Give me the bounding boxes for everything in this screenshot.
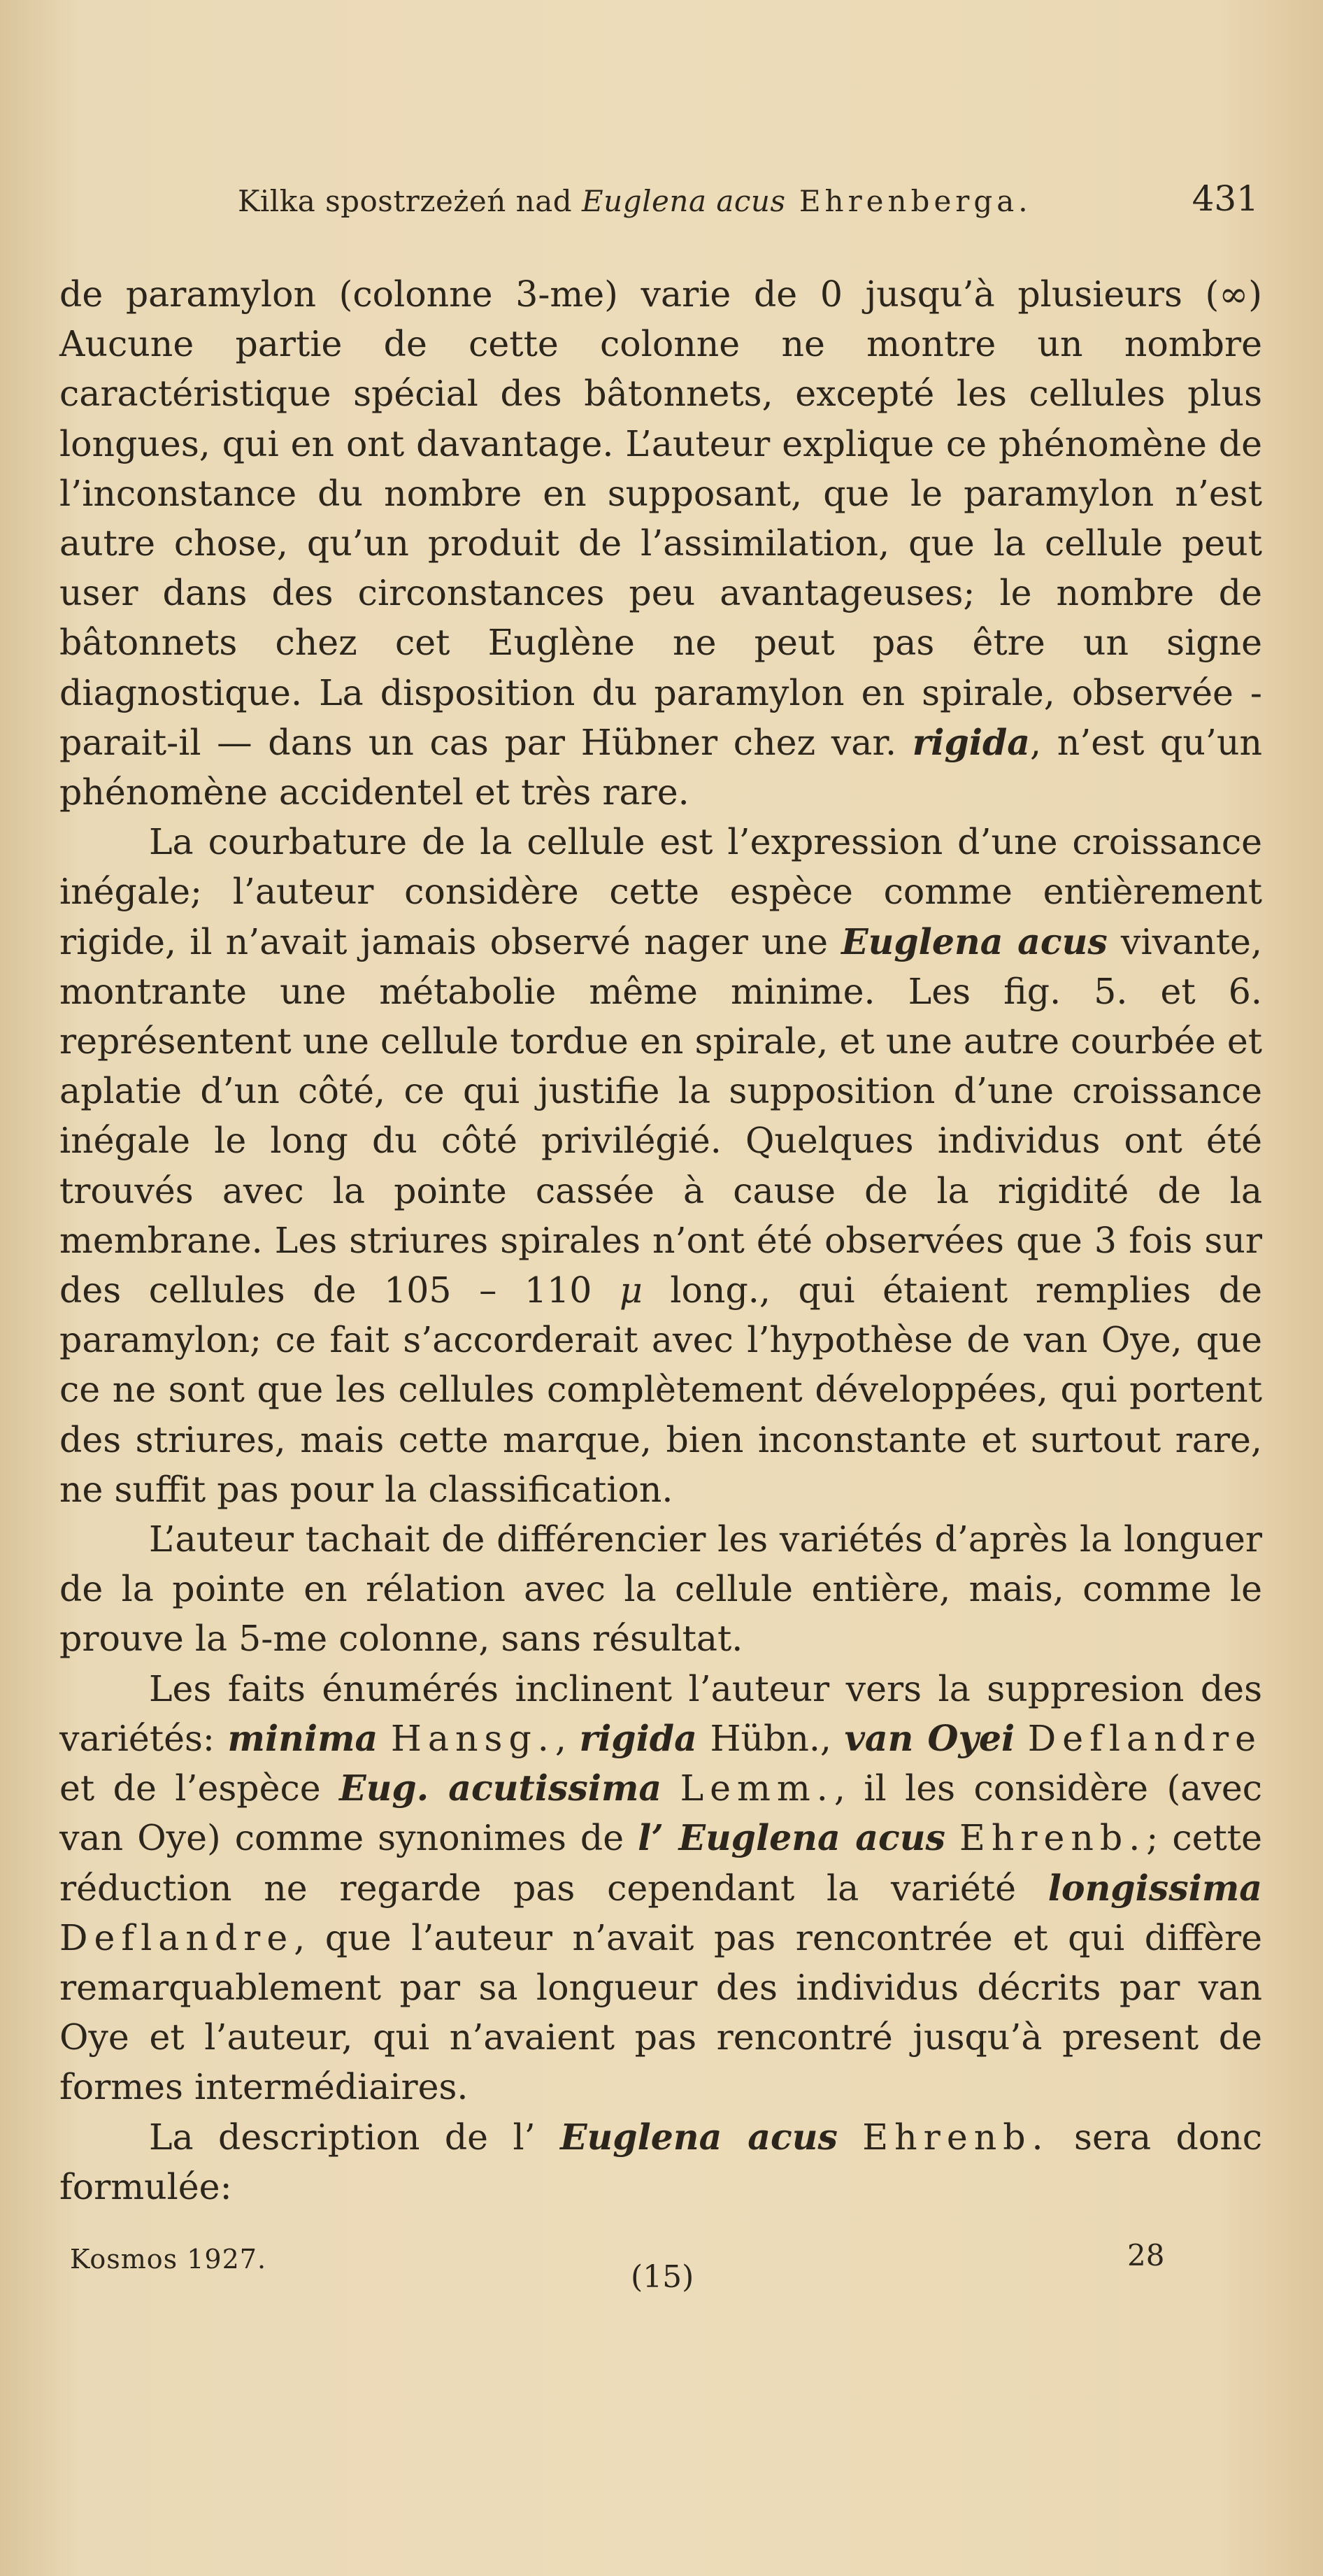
text-run: rigida [579,1717,697,1759]
text-run: Ehrenb. [862,2116,1050,2158]
running-head [238,178,1259,220]
text-run: , que l’auteur n’avait pas rencontrée et qui diffère remarquablement par sa longueur des individus décrits par van Oye et l’auteur, qui n’avaient pas rencontré jusqu’à present de formes intermédiaires. [59,1916,1262,2108]
text-run: , [555,1717,580,1759]
footer-sheet-number: (15) [631,2259,694,2295]
text-run: La courbature de la cellule est l’expression d’une croissance inégale; l’auteur considère cette espèce comme entièrement rigide, il n’avait jamais observé nager une [59,821,1262,962]
paragraph [59,2112,1262,2212]
text-run: longissima [1047,1867,1262,1909]
footer-signature: 28 [1127,2238,1165,2272]
text-run: et de l’espèce [59,1767,340,1809]
paragraph [59,817,1262,1514]
running-title-author: Ehrenberga. [785,184,1032,218]
paragraph [59,269,1262,817]
running-title-species: Euglena acus [582,184,786,218]
text-run: vivante, montrante une métabolie même minime. Les fig. 5. et 6. représentent une cellule tordue en spirale, et une autre courbée et aplatie d’un côté, ce qui justifie la supposition d’une croissance inégale le long du côté privilégié. Quelques individus ont été trouvés avec la pointe cassée à cause de la rigidité de la membrane. Les striures spirales n’ont été observées que 3 fois sur des cellules de 105 – 110 [59,920,1262,1311]
text-run: Les faits énumérés inclinent l’auteur vers la suppresion des variétés: [59,1667,1262,1759]
text-run: ; cette réduction ne regarde pas cependant la variété [59,1817,1262,1909]
running-title-text: Kilka spostrzeżeń nad [238,184,582,218]
text-run: , n’est qu’un phénomène accidentel et très rare. [59,721,1262,813]
text-run: , il les considère (avec van Oye) comme synonimes de [59,1767,1262,1859]
text-run [662,1767,680,1809]
text-run: μ [619,1269,643,1311]
text-run: La description de l’ [149,2116,561,2158]
text-run: Eug. acutissima [339,1767,662,1809]
text-run: rigida [912,721,1031,763]
text-run: Euglena acus [841,920,1108,962]
text-run: van Oyei [844,1717,1015,1759]
text-run [1015,1718,1028,1759]
text-run: long., qui étaient remplies de paramylon; ce fait s’accorderait avec l’hypothèse de van Oye, que ce ne sont que les cellules complètement développées, qui portent des striures, mais cette marque, bien inconstante et surtout rare, ne suffit pas pour la classification. [59,1269,1262,1510]
text-run [378,1718,391,1759]
text-run [945,1817,959,1858]
text-run: Hübn., [696,1717,845,1759]
page-footer [70,2238,1189,2294]
text-run: Hansg. [390,1717,555,1759]
text-run: Euglena acus [560,2116,838,2158]
text-run: de paramylon (colonne 3-me) varie de 0 jusqu’à plusieurs (∞) Aucune partie de cette colonne ne montre un nombre caractéristique spécial des bâtonnets, excepté les cellules plus longues, qui en ont davantage. L’auteur explique ce phénomène de l’inconstance du nombre en supposant, que le paramylon n’est autre chose, qu’un produit de l’assimilation, que la cellule peut user dans des circonstances peu avantageuses; le nombre de bâtonnets chez cet Euglène ne peut pas être un signe diagnostique. La disposition du paramylon en spirale, observée - parait-il — dans un cas par Hübner chez var. [59,273,1262,763]
body-text [59,269,1262,2212]
footer-journal: Kosmos 1927. [70,2244,267,2275]
text-run: Deflandre [59,1916,294,1958]
text-run: Ehrenb. [959,1817,1147,1859]
paragraph [59,1664,1262,2112]
text-run: Lemm. [680,1767,834,1809]
text-run: L’auteur tachait de différencier les variétés d’après la longuer de la pointe en rélation avec la cellule entière, mais, comme le prouve la 5-me colonne, sans résultat. [59,1518,1262,1660]
running-title [238,184,1032,218]
paragraph [59,1514,1262,1664]
text-run [838,2116,862,2158]
text-run: sera donc formulée: [59,2116,1263,2207]
text-run: Deflandre [1027,1717,1262,1759]
text-run: l’ Euglena acus [638,1817,945,1859]
text-run: minima [227,1717,378,1759]
page-number: 431 [1192,178,1259,219]
